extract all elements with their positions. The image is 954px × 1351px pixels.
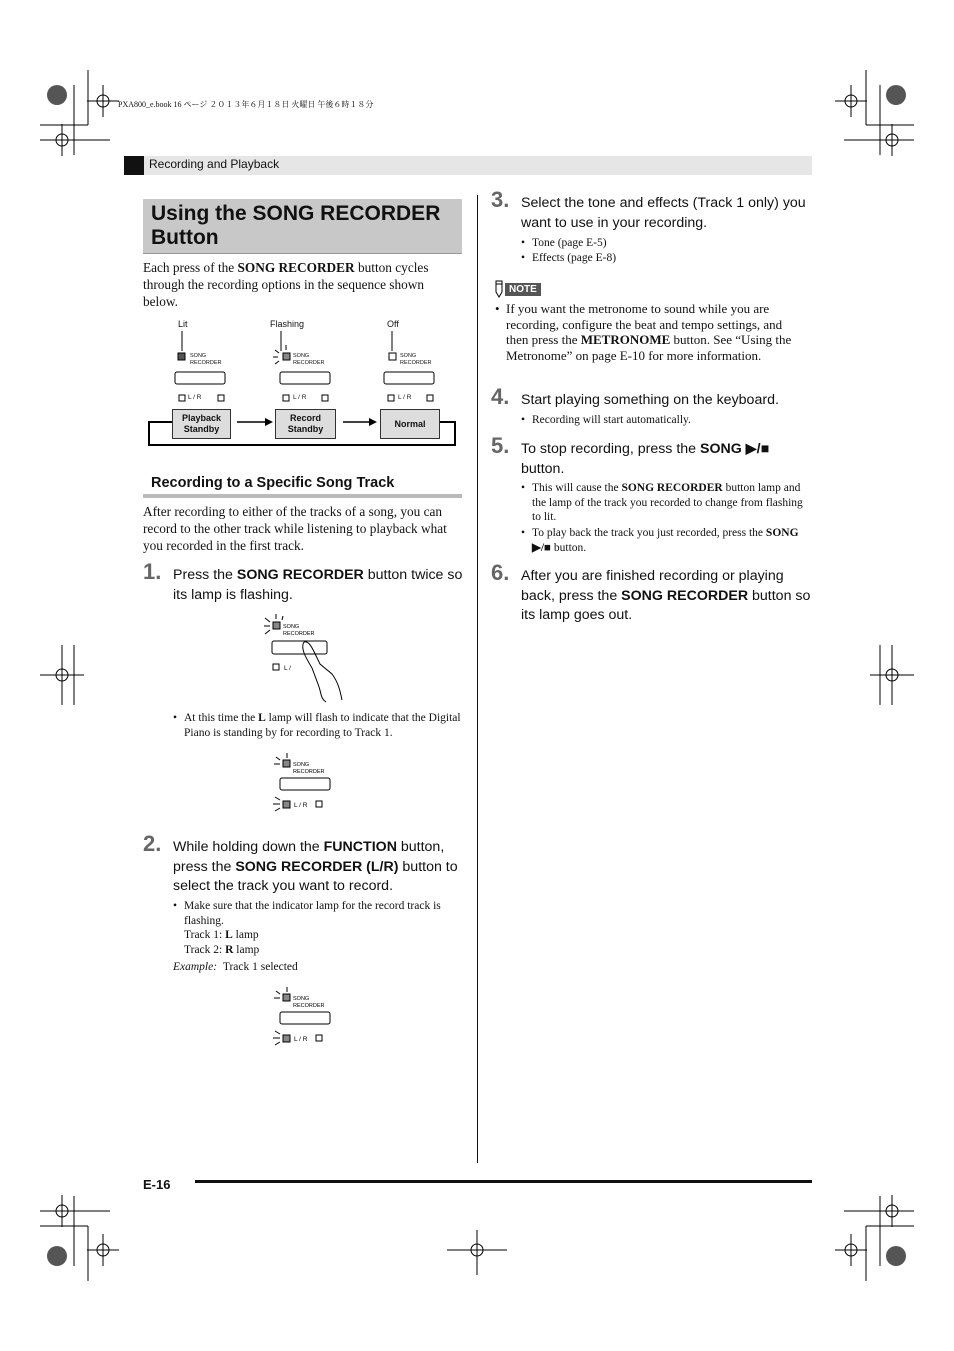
step-1-bullet: • At this time the L lamp will flash to indicate that the Digital Piano is standing by for recording to Track 1. xyxy=(173,712,461,739)
print-header: PXA800_e.book 16 ページ ２０１３年６月１８日 火曜日 午後６時１８分 xyxy=(118,100,374,109)
state-normal: Normal xyxy=(380,409,440,439)
step-3-bullet-1: • Tone (page E-5) xyxy=(521,237,607,249)
button-label-1: SONG RECORDER xyxy=(190,353,222,366)
step-5-bullet-1: • This will cause the SONG RECORDER button lamp and the lamp of the track you recorded to change from flashing to lit. xyxy=(521,482,803,523)
step-3-bullet-2: • Effects (page E-8) xyxy=(521,252,617,264)
svg-text:SONG: SONG xyxy=(293,996,310,1002)
section-header-title: Recording and Playback xyxy=(149,157,280,171)
pencil-icon xyxy=(493,280,505,298)
step-6-text: After you are finished recording or playing back, press the SONG RECORDER button so its lamp goes out. xyxy=(521,568,811,623)
page-number: E-16 xyxy=(143,1177,171,1192)
button-label-3: SONG RECORDER xyxy=(400,353,432,366)
step-4-text: Start playing something on the keyboard. xyxy=(521,392,779,408)
step-3-number: 3. xyxy=(491,187,510,212)
footer-rule xyxy=(195,1180,812,1183)
step-4-number: 4. xyxy=(491,384,510,409)
step-1-number: 1. xyxy=(143,559,162,584)
svg-text:L / R: L / R xyxy=(294,802,308,809)
cycle-diagram xyxy=(143,315,463,455)
lr-label-3: L / R xyxy=(398,394,412,401)
step-2-bullet: • Make sure that the indicator lamp for the record track is flashing. Track 1: L lamp Track 2: R lamp xyxy=(173,900,441,956)
step-5-bullet-2: • To play back the track you just recorded, press the SONG ▶/■ button. xyxy=(521,527,799,554)
state-playback-standby: Playback Standby xyxy=(172,409,231,439)
state-record-standby: Record Standby xyxy=(275,409,336,439)
subheading-rule xyxy=(143,494,462,498)
step-1-illustration xyxy=(262,612,347,704)
svg-text:RECORDER: RECORDER xyxy=(293,769,325,775)
step-6-number: 6. xyxy=(491,560,510,585)
state-label-lit: Lit xyxy=(178,319,188,329)
subheading: Recording to a Specific Song Track xyxy=(151,475,395,491)
svg-text:RECORDER: RECORDER xyxy=(293,1003,325,1009)
sub-intro-paragraph: After recording to either of the tracks of a song, you can record to the other track while listening to playback what you recorded in the first track. xyxy=(143,504,447,553)
step-5-number: 5. xyxy=(491,433,510,458)
page-title: Using the SONG RECORDER Button xyxy=(151,202,441,249)
button-label-2: SONG RECORDER xyxy=(293,353,325,366)
column-divider xyxy=(477,195,478,1163)
step-5-text: To stop recording, press the SONG ▶/■ button. xyxy=(521,441,770,477)
svg-text:L / R: L / R xyxy=(294,1036,308,1043)
step-1-lamp-illustration xyxy=(270,751,335,815)
note-text: • If you want the metronome to sound while you are recording, configure the beat and tempo settings, and then press the METRONOME button. See “Using the Metronome” on page E-10 for more information. xyxy=(495,301,792,363)
step-3-text: Select the tone and effects (Track 1 only) you want to use in your recording. xyxy=(521,195,806,231)
step-2-illustration xyxy=(270,985,335,1049)
step-1-btn-text1: SONG xyxy=(283,624,300,630)
note-badge: NOTE xyxy=(505,283,541,296)
intro-paragraph: Each press of the SONG RECORDER button cycles through the recording options in the sequence shown below. xyxy=(143,260,429,309)
step-2-example: Example: Track 1 selected xyxy=(173,961,298,973)
lr-label-2: L / R xyxy=(293,394,307,401)
step-1-text: Press the SONG RECORDER button twice so its lamp is flashing. xyxy=(173,567,463,603)
svg-text:SONG: SONG xyxy=(293,762,310,768)
step-2-text: While holding down the FUNCTION button, press the SONG RECORDER (L/R) button to select the track you want to record. xyxy=(173,839,458,894)
state-label-off: Off xyxy=(387,319,399,329)
section-header-marker xyxy=(124,156,144,175)
lr-label-1: L / R xyxy=(188,394,202,401)
step-2-number: 2. xyxy=(143,831,162,856)
step-4-bullet: • Recording will start automatically. xyxy=(521,414,691,426)
page-title-box xyxy=(143,199,462,254)
step-1-btn-text2: RECORDER xyxy=(283,631,315,637)
svg-text:L /: L / xyxy=(284,665,291,672)
state-label-flashing: Flashing xyxy=(270,319,305,329)
